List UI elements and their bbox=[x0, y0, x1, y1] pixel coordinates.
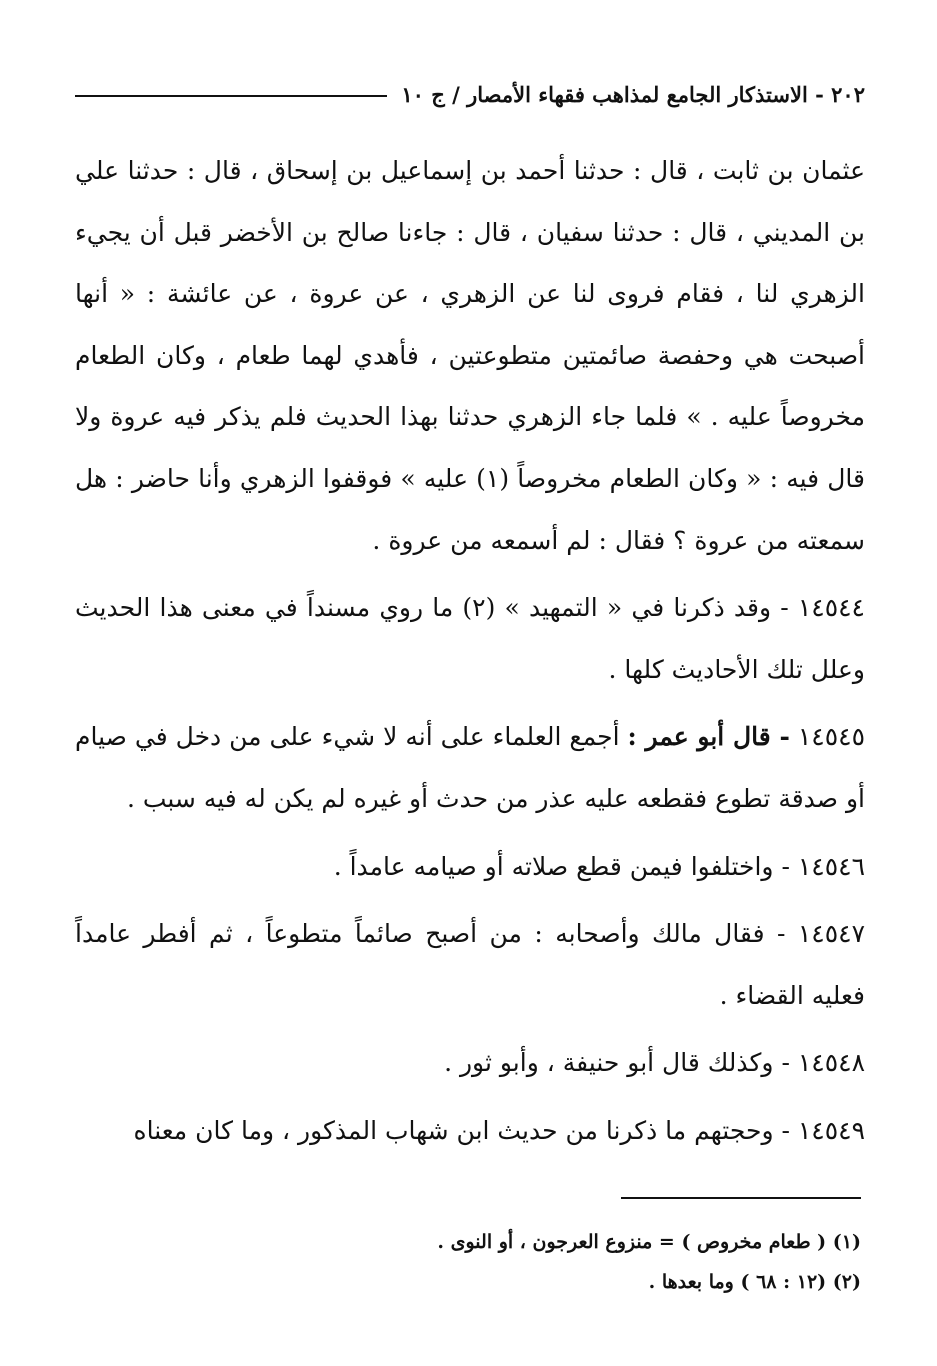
header-rule bbox=[75, 95, 387, 97]
paragraph-text: - وكذلك قال أبو حنيفة ، وأبو ثور . bbox=[444, 1048, 790, 1078]
paragraph-text: أجمع العلماء على أنه لا شيء على من دخل في صيام أو صدقة تطوع فقطعه عليه عذر من حدث أو غيره لم يكن له فيه سبب . bbox=[75, 722, 865, 813]
paragraph-14544 bbox=[75, 577, 865, 700]
paragraph-14549 bbox=[75, 1100, 865, 1162]
paragraph-14546 bbox=[75, 836, 865, 898]
paragraph-lead: - قال أبو عمر : bbox=[627, 722, 790, 752]
footnote-1: (١) ( طعام مخروص ) = منزوع العرجون ، أو النوى . bbox=[437, 1231, 861, 1253]
paragraph-number: ١٤٥٤٦ bbox=[797, 851, 865, 881]
paragraph-text: - وحجتهم ما ذكرنا من حديث ابن شهاب المذكور ، وما كان معناه bbox=[133, 1115, 790, 1145]
paragraph-text: - واختلفوا فيمن قطع صلاته أو صيامه عامداً . bbox=[333, 851, 790, 881]
header-title: ٢٠٢ - الاستذكار الجامع لمذاهب فقهاء الأمصار / ج ١٠ bbox=[401, 81, 865, 107]
footnote-separator bbox=[621, 1197, 861, 1199]
paragraph-continued bbox=[75, 140, 865, 571]
paragraph-14545 bbox=[75, 706, 865, 829]
paragraph-number: ١٤٥٤٧ bbox=[797, 919, 865, 949]
paragraph-text: عثمان بن ثابت ، قال : حدثنا أحمد بن إسماعيل بن إسحاق ، قال : حدثنا علي بن المديني ، قال : حدثنا سفيان ، قال : جاءنا صالح بن الأخضر قبل أن يجيء الزهري لنا ، فقام فروى لنا عن الزهري ، عن عروة ، عن عائشة : « أنها أصبحت هي وحفصة صائمتين متطوعتين ، فأهدي لهما طعام ، وكان الطعام مخروصاً عليه . » فلما جاء الزهري حدثنا بهذا الحديث فلم يذكر فيه عروة ولا قال فيه : « وكان الطعام مخروصاً (١) عليه » فوقفوا الزهري وأنا حاضر : هل سمعته من عروة ؟ فقال : لم أسمعه من عروة . bbox=[75, 156, 865, 555]
paragraph-number: ١٤٥٤٤ bbox=[797, 593, 865, 623]
paragraph-number: ١٤٥٤٩ bbox=[797, 1115, 865, 1145]
footnote-2: (٢) (١٢ : ٦٨ ) وما بعدها . bbox=[648, 1271, 861, 1293]
paragraph-14547 bbox=[75, 903, 865, 1026]
paragraph-text: - وقد ذكرنا في « التمهيد » (٢) ما روي مسنداً في معنى هذا الحديث وعلل تلك الأحاديث كلها . bbox=[75, 593, 865, 684]
paragraph-text: - فقال مالك وأصحابه : من أصبح صائماً متطوعاً ، ثم أفطر عامداً فعليه القضاء . bbox=[75, 919, 865, 1010]
running-header bbox=[75, 74, 865, 114]
paragraph-number: ١٤٥٤٨ bbox=[797, 1048, 865, 1078]
footnotes bbox=[81, 1222, 861, 1302]
main-text bbox=[75, 140, 865, 1168]
paragraph-14548 bbox=[75, 1032, 865, 1094]
paragraph-number: ١٤٥٤٥ bbox=[797, 722, 865, 752]
